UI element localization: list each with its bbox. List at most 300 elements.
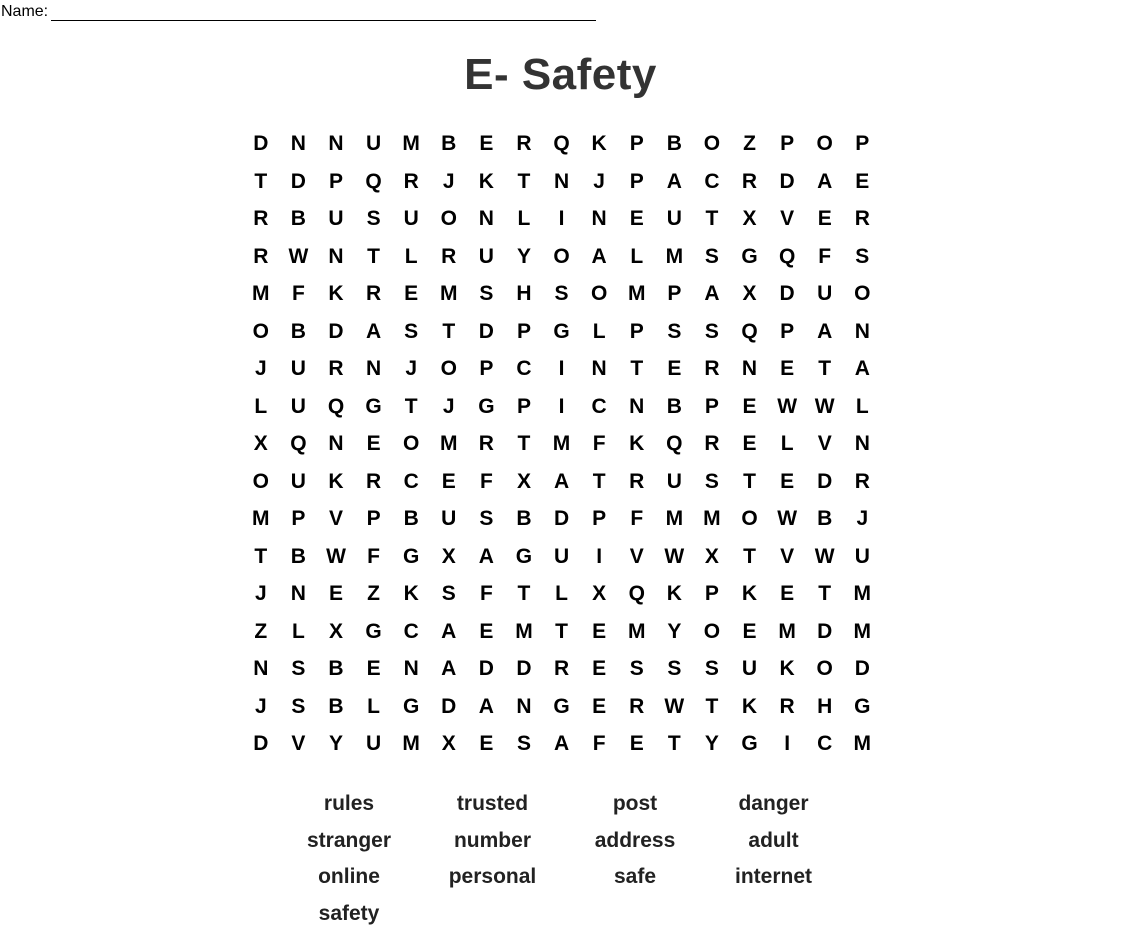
grid-letter[interactable]: S	[291, 657, 306, 680]
grid-letter[interactable]: T	[517, 582, 531, 605]
word-list-item: post	[612, 792, 658, 815]
grid-letter[interactable]: T	[667, 732, 681, 755]
grid-letter[interactable]: O	[703, 619, 721, 643]
grid-letter[interactable]: T	[743, 544, 756, 568]
grid-letter[interactable]: M	[627, 282, 646, 305]
grid-letter[interactable]: P	[667, 282, 682, 305]
grid-letter[interactable]: Q	[327, 394, 345, 418]
grid-letter[interactable]: E	[479, 732, 494, 755]
grid-letter[interactable]: R	[516, 132, 532, 155]
grid-letter[interactable]: R	[741, 169, 758, 193]
grid-letter[interactable]: M	[402, 732, 420, 755]
grid-letter[interactable]: U	[478, 244, 494, 268]
grid-letter[interactable]: M	[552, 432, 571, 455]
grid-letter[interactable]: O	[252, 469, 269, 493]
grid-letter[interactable]: M	[703, 507, 721, 530]
grid-letter[interactable]: X	[253, 432, 268, 455]
grid-letter[interactable]: P	[516, 394, 531, 418]
grid-letter[interactable]: O	[403, 432, 420, 455]
grid-letter[interactable]: N	[328, 132, 344, 155]
grid-letter[interactable]: S	[441, 582, 456, 605]
grid-letter[interactable]: E	[479, 619, 494, 643]
grid-letter[interactable]: M	[853, 732, 872, 755]
grid-row	[242, 463, 881, 501]
grid-letter[interactable]: J	[856, 507, 869, 530]
grid-letter[interactable]: Q	[778, 244, 796, 268]
grid-letter[interactable]: I	[558, 357, 565, 380]
grid-letter[interactable]: E	[855, 169, 870, 193]
grid-letter[interactable]: B	[290, 544, 306, 568]
grid-letter[interactable]: T	[517, 169, 531, 193]
grid-letter[interactable]: R	[365, 282, 382, 305]
grid-letter[interactable]: D	[253, 732, 269, 755]
grid-letter[interactable]: B	[666, 132, 682, 155]
grid-letter[interactable]: N	[591, 207, 607, 230]
grid-letter[interactable]: N	[741, 357, 758, 380]
grid-letter[interactable]: Q	[628, 582, 645, 605]
grid-letter[interactable]: S	[366, 207, 381, 230]
grid-letter[interactable]: R	[553, 657, 570, 680]
grid-letter[interactable]: E	[742, 619, 757, 643]
grid-letter[interactable]: Q	[553, 132, 570, 155]
grid-letter[interactable]: R	[629, 469, 645, 493]
grid-letter[interactable]: E	[667, 357, 682, 380]
grid-letter[interactable]: W	[664, 694, 685, 718]
grid-letter[interactable]: F	[630, 507, 644, 530]
grid-letter[interactable]: F	[818, 244, 832, 268]
grid-letter[interactable]: Y	[328, 732, 343, 755]
grid-letter[interactable]: N	[328, 432, 344, 455]
grid-letter[interactable]: B	[817, 507, 833, 530]
grid-letter[interactable]: L	[592, 319, 606, 343]
grid-letter[interactable]: S	[704, 469, 719, 493]
grid-letter[interactable]: D	[478, 319, 494, 343]
grid-letter[interactable]: M	[778, 619, 796, 643]
grid-letter[interactable]: I	[558, 207, 565, 230]
grid-letter[interactable]: A	[817, 319, 833, 343]
grid-letter[interactable]: L	[517, 207, 531, 230]
grid-letter[interactable]: P	[366, 507, 381, 530]
grid-letter[interactable]: N	[553, 169, 570, 193]
grid-letter[interactable]: E	[366, 657, 381, 680]
grid-letter[interactable]: E	[366, 432, 381, 455]
grid-letter[interactable]: J	[593, 169, 605, 193]
grid-letter[interactable]: M	[252, 507, 270, 530]
grid-letter[interactable]: S	[479, 282, 494, 305]
grid-letter[interactable]: U	[290, 357, 306, 380]
grid-letter[interactable]: R	[779, 694, 795, 718]
grid-letter[interactable]: I	[596, 544, 603, 568]
grid-letter[interactable]: R	[253, 207, 269, 230]
grid-letter[interactable]: E	[629, 732, 644, 755]
grid-letter[interactable]: E	[742, 394, 757, 418]
grid-letter[interactable]: X	[516, 469, 531, 493]
grid-letter[interactable]: S	[291, 694, 306, 718]
grid-letter[interactable]: T	[517, 432, 531, 455]
grid-letter[interactable]: T	[404, 394, 418, 418]
grid-letter[interactable]: M	[440, 432, 458, 455]
grid-letter[interactable]: I	[558, 394, 565, 418]
grid-letter[interactable]: Y	[667, 619, 682, 643]
grid-letter[interactable]: O	[590, 282, 608, 305]
grid-letter[interactable]: Q	[741, 319, 758, 343]
grid-letter[interactable]: P	[629, 132, 644, 155]
grid-letter[interactable]: D	[253, 132, 269, 155]
grid-letter[interactable]: S	[667, 319, 682, 343]
grid-letter[interactable]: J	[442, 169, 455, 193]
grid-letter[interactable]: L	[630, 244, 644, 268]
grid-letter[interactable]: E	[328, 582, 343, 605]
grid-letter[interactable]: R	[854, 207, 870, 230]
grid-letter[interactable]: G	[553, 694, 570, 718]
grid-letter[interactable]: F	[479, 469, 493, 493]
grid-letter[interactable]: A	[553, 469, 570, 493]
grid-letter[interactable]: V	[817, 432, 832, 455]
grid-letter[interactable]: R	[403, 169, 419, 193]
grid-letter[interactable]: Q	[365, 169, 382, 193]
grid-letter[interactable]: P	[704, 394, 719, 418]
grid-letter[interactable]: V	[629, 544, 644, 568]
grid-letter[interactable]: M	[627, 619, 646, 643]
grid-letter[interactable]: F	[592, 732, 606, 755]
grid-letter[interactable]: O	[553, 244, 570, 268]
grid-letter[interactable]: A	[553, 732, 570, 755]
grid-letter[interactable]: O	[440, 357, 457, 380]
grid-letter[interactable]: K	[403, 582, 419, 605]
grid-letter[interactable]: L	[291, 619, 305, 643]
grid-letter[interactable]: O	[854, 282, 871, 305]
grid-letter[interactable]: A	[591, 244, 607, 268]
grid-letter[interactable]: L	[254, 394, 268, 418]
grid-letter[interactable]: T	[705, 694, 719, 718]
grid-letter[interactable]: K	[741, 582, 758, 605]
grid-letter[interactable]: N	[290, 582, 306, 605]
grid-letter[interactable]: L	[855, 394, 869, 418]
grid-letter[interactable]: E	[592, 619, 607, 643]
grid-row	[242, 688, 881, 726]
grid-letter[interactable]: F	[592, 432, 606, 455]
grid-letter[interactable]: A	[441, 619, 457, 643]
grid-letter[interactable]: N	[854, 432, 870, 455]
grid-letter[interactable]: L	[404, 244, 418, 268]
grid-letter[interactable]: G	[741, 732, 758, 755]
grid-letter[interactable]: G	[403, 694, 420, 718]
grid-row	[242, 238, 881, 276]
grid-letter[interactable]: L	[780, 432, 794, 455]
grid-letter[interactable]: R	[854, 469, 870, 493]
grid-letter[interactable]: M	[665, 507, 684, 530]
grid-letter[interactable]: N	[478, 207, 494, 230]
grid-letter[interactable]: B	[441, 132, 457, 155]
grid-letter[interactable]: K	[666, 582, 682, 605]
grid-letter[interactable]: O	[816, 132, 833, 155]
page-title: E- Safety	[464, 50, 657, 99]
grid-letter[interactable]: E	[592, 657, 607, 680]
grid-letter[interactable]: E	[780, 582, 795, 605]
grid-letter[interactable]: K	[328, 282, 344, 305]
grid-letter[interactable]: W	[288, 244, 309, 268]
grid-letter[interactable]: P	[780, 132, 795, 155]
grid-letter[interactable]: E	[404, 282, 419, 305]
grid-letter[interactable]: R	[478, 432, 494, 455]
grid-letter[interactable]: T	[254, 169, 268, 193]
grid-letter[interactable]: X	[592, 582, 607, 605]
grid-letter[interactable]: D	[817, 469, 833, 493]
grid-letter[interactable]: D	[817, 619, 833, 643]
grid-letter[interactable]: E	[742, 432, 757, 455]
grid-letter[interactable]: X	[742, 207, 757, 230]
grid-letter[interactable]: T	[367, 244, 380, 268]
grid-letter[interactable]: R	[704, 357, 720, 380]
grid-letter[interactable]: O	[741, 507, 758, 530]
grid-letter[interactable]: D	[854, 657, 870, 680]
grid-letter[interactable]: S	[667, 657, 682, 680]
grid-letter[interactable]: A	[441, 657, 457, 680]
grid-letter[interactable]: D	[516, 657, 532, 680]
grid-letter[interactable]: B	[516, 507, 532, 530]
grid-letter[interactable]: Q	[666, 432, 683, 455]
grid-letter[interactable]: Y	[704, 732, 719, 755]
grid-letter[interactable]: X	[704, 544, 719, 568]
grid-letter[interactable]: P	[516, 319, 531, 343]
grid-letter[interactable]: R	[704, 432, 720, 455]
grid-letter[interactable]: M	[665, 244, 684, 268]
grid-letter[interactable]: B	[328, 657, 344, 680]
grid-letter[interactable]: M	[853, 619, 872, 643]
grid-letter[interactable]: F	[367, 544, 380, 568]
grid-letter[interactable]: P	[855, 132, 870, 155]
grid-letter[interactable]: T	[818, 357, 832, 380]
grid-letter[interactable]: D	[328, 319, 344, 343]
grid-letter[interactable]: T	[442, 319, 456, 343]
grid-letter[interactable]: S	[855, 244, 870, 268]
grid-letter[interactable]: R	[365, 469, 382, 493]
grid-letter[interactable]: B	[328, 694, 344, 718]
grid-letter[interactable]: K	[328, 469, 344, 493]
grid-letter[interactable]: D	[441, 694, 457, 718]
grid-letter[interactable]: A	[478, 694, 494, 718]
grid-letter[interactable]: V	[780, 544, 795, 568]
grid-letter[interactable]: M	[515, 619, 533, 643]
grid-letter[interactable]: K	[779, 657, 795, 680]
grid-letter[interactable]: U	[290, 469, 306, 493]
grid-letter[interactable]: A	[666, 169, 682, 193]
grid-letter[interactable]: G	[854, 694, 871, 718]
grid-letter[interactable]: L	[555, 582, 568, 605]
grid-letter[interactable]: U	[403, 207, 419, 230]
grid-letter[interactable]: W	[814, 394, 835, 418]
grid-letter[interactable]: A	[854, 357, 870, 380]
grid-letter[interactable]: M	[440, 282, 458, 305]
grid-letter[interactable]: E	[479, 132, 494, 155]
grid-letter[interactable]: N	[516, 694, 532, 718]
grid-letter[interactable]: T	[818, 582, 832, 605]
grid-letter[interactable]: O	[703, 132, 721, 155]
grid-letter[interactable]: S	[516, 732, 531, 755]
grid-letter[interactable]: U	[854, 544, 870, 568]
grid-letter[interactable]: P	[291, 507, 306, 530]
grid-letter[interactable]: W	[664, 544, 685, 568]
grid-letter[interactable]: U	[365, 132, 382, 155]
grid-letter[interactable]: A	[817, 169, 833, 193]
grid-letter[interactable]: Z	[743, 132, 756, 155]
grid-letter[interactable]: N	[403, 657, 419, 680]
grid-letter[interactable]: T	[555, 619, 568, 643]
grid-letter[interactable]: N	[591, 357, 607, 380]
grid-letter[interactable]: M	[252, 282, 270, 305]
grid-letter[interactable]: U	[817, 282, 833, 305]
grid-letter[interactable]: B	[666, 394, 682, 418]
grid-letter[interactable]: S	[554, 282, 569, 305]
grid-letter[interactable]: T	[592, 469, 606, 493]
grid-letter[interactable]: V	[291, 732, 306, 755]
grid-letter[interactable]: P	[479, 357, 494, 380]
grid-letter[interactable]: M	[853, 582, 872, 605]
grid-letter[interactable]: D	[553, 507, 570, 530]
grid-row	[242, 650, 881, 688]
grid-letter[interactable]: P	[592, 507, 607, 530]
grid-letter[interactable]: D	[290, 169, 306, 193]
grid-letter[interactable]: C	[516, 357, 532, 380]
grid-letter[interactable]: A	[704, 282, 720, 305]
word-list-item: personal	[448, 865, 537, 888]
grid-letter[interactable]: X	[441, 544, 456, 568]
grid-letter[interactable]: T	[254, 544, 268, 568]
grid-letter[interactable]: Q	[290, 432, 307, 455]
grid-letter[interactable]: T	[705, 207, 719, 230]
grid-letter[interactable]: W	[326, 544, 346, 568]
grid-letter[interactable]: Z	[367, 582, 380, 605]
grid-letter[interactable]: U	[666, 207, 682, 230]
grid-letter[interactable]: N	[290, 132, 306, 155]
grid-letter[interactable]: W	[814, 544, 835, 568]
grid-letter[interactable]: K	[591, 132, 607, 155]
grid-letter[interactable]: B	[290, 207, 306, 230]
grid-letter[interactable]: E	[441, 469, 456, 493]
grid-letter[interactable]: B	[290, 319, 306, 343]
grid-letter[interactable]: U	[328, 207, 344, 230]
grid-letter[interactable]: W	[777, 394, 798, 418]
grid-letter[interactable]: T	[630, 357, 644, 380]
name-field[interactable]	[1, 3, 596, 21]
grid-letter[interactable]: N	[365, 357, 382, 380]
grid-letter[interactable]: U	[441, 507, 457, 530]
grid-letter[interactable]: N	[629, 394, 645, 418]
grid-letter[interactable]: E	[780, 357, 795, 380]
grid-letter[interactable]: G	[403, 544, 420, 568]
grid-letter[interactable]: Z	[254, 619, 268, 643]
grid-letter[interactable]: S	[479, 507, 494, 530]
grid-letter[interactable]: J	[442, 394, 455, 418]
grid-letter[interactable]: G	[478, 394, 495, 418]
grid-letter[interactable]: P	[629, 319, 644, 343]
grid-letter[interactable]: U	[365, 732, 382, 755]
grid-letter[interactable]: V	[780, 207, 795, 230]
grid-letter[interactable]: D	[779, 282, 795, 305]
grid-letter[interactable]: F	[479, 582, 493, 605]
grid-letter[interactable]: R	[441, 244, 457, 268]
grid-letter[interactable]: O	[816, 657, 833, 680]
grid-letter[interactable]: G	[553, 319, 570, 343]
grid-letter[interactable]: D	[779, 169, 795, 193]
grid-letter[interactable]: D	[478, 657, 494, 680]
grid-letter[interactable]: G	[515, 544, 533, 568]
grid-letter[interactable]: P	[780, 319, 795, 343]
grid-letter[interactable]: S	[704, 244, 719, 268]
grid-letter[interactable]: M	[402, 132, 420, 155]
grid-letter[interactable]: J	[254, 694, 267, 718]
grid-letter[interactable]: S	[704, 657, 719, 680]
grid-letter[interactable]: T	[743, 469, 756, 493]
word-list-item: online	[318, 865, 380, 888]
grid-letter[interactable]: E	[629, 207, 644, 230]
grid-letter[interactable]: G	[365, 394, 382, 418]
grid-letter[interactable]: U	[741, 657, 758, 680]
grid-letter[interactable]: E	[592, 694, 607, 718]
grid-letter[interactable]: O	[440, 207, 457, 230]
grid-letter[interactable]: B	[403, 507, 419, 530]
grid-letter[interactable]: E	[817, 207, 832, 230]
grid-letter[interactable]: C	[704, 169, 720, 193]
grid-letter[interactable]: K	[478, 169, 494, 193]
grid-letter[interactable]: A	[478, 544, 494, 568]
grid-letter[interactable]: X	[328, 619, 343, 643]
grid-letter[interactable]: V	[328, 507, 343, 530]
grid-letter[interactable]: S	[704, 319, 719, 343]
grid-letter[interactable]: X	[742, 282, 757, 305]
grid-letter[interactable]: O	[252, 319, 269, 343]
grid-letter[interactable]: K	[629, 432, 645, 455]
grid-letter[interactable]: C	[403, 469, 419, 493]
grid-letter[interactable]: S	[629, 657, 644, 680]
grid-letter[interactable]: R	[328, 357, 344, 380]
grid-letter[interactable]: U	[553, 544, 570, 568]
grid-letter[interactable]: P	[704, 582, 719, 605]
grid-letter[interactable]: H	[516, 282, 532, 305]
grid-letter[interactable]: J	[405, 357, 418, 380]
grid-letter[interactable]: A	[365, 319, 382, 343]
grid-letter[interactable]: U	[666, 469, 682, 493]
grid-letter[interactable]: R	[629, 694, 645, 718]
grid-letter[interactable]: J	[254, 357, 267, 380]
grid-letter[interactable]: W	[777, 507, 798, 530]
grid-letter[interactable]: C	[817, 732, 833, 755]
grid-letter[interactable]: N	[253, 657, 269, 680]
grid-letter[interactable]: N	[854, 319, 870, 343]
grid-letter[interactable]: C	[591, 394, 607, 418]
grid-letter[interactable]: P	[629, 169, 644, 193]
grid-letter[interactable]: X	[441, 732, 456, 755]
grid-letter[interactable]: G	[365, 619, 382, 643]
grid-letter[interactable]: S	[404, 319, 419, 343]
grid-letter[interactable]: F	[291, 282, 305, 305]
grid-letter[interactable]: L	[367, 694, 380, 718]
grid-letter[interactable]: E	[780, 469, 795, 493]
grid-letter[interactable]: K	[741, 694, 758, 718]
grid-letter[interactable]: U	[290, 394, 306, 418]
grid-letter[interactable]: G	[741, 244, 758, 268]
grid-letter[interactable]: N	[328, 244, 344, 268]
grid-letter[interactable]: Y	[516, 244, 531, 268]
grid-letter[interactable]: J	[254, 582, 267, 605]
word-list-item: stranger	[306, 828, 392, 852]
grid-letter[interactable]: R	[253, 244, 269, 268]
grid-letter[interactable]: H	[817, 694, 833, 718]
grid-letter[interactable]: C	[403, 619, 419, 643]
grid-letter[interactable]: P	[328, 169, 343, 193]
grid-letter[interactable]: I	[784, 732, 791, 755]
name-blank-line[interactable]	[51, 4, 596, 21]
